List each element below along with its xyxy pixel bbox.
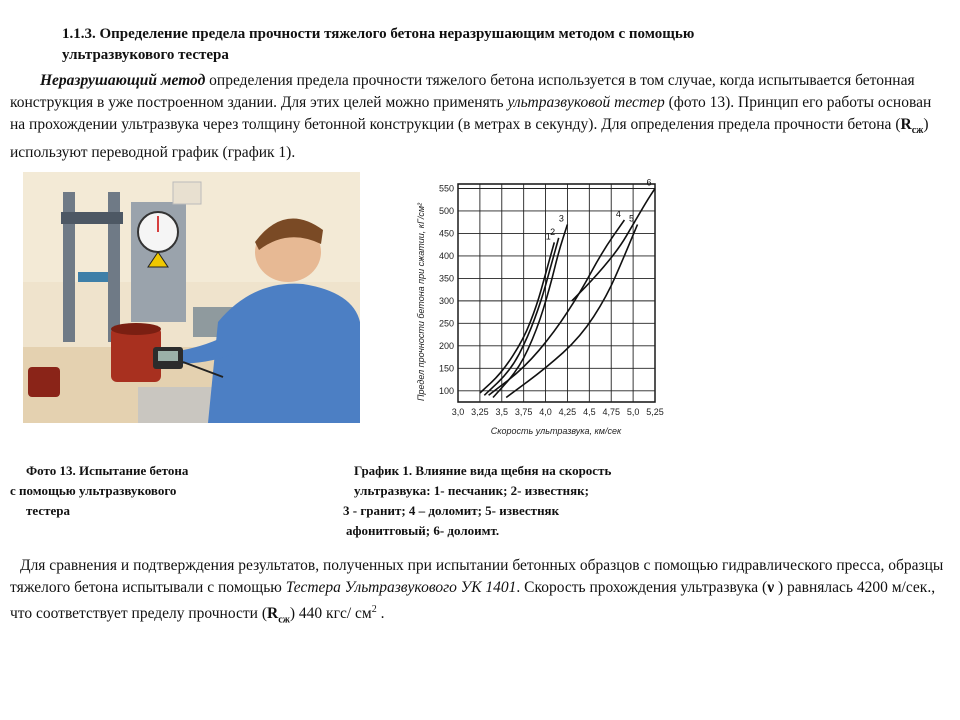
chart-y-tick-label: 200	[438, 340, 454, 351]
chart-series-label-4: 4	[615, 208, 621, 219]
chart-x-tick-label: 3,25	[471, 407, 489, 417]
chart-y-tick-label: 100	[438, 385, 454, 396]
chart-y-axis-label: Предел прочности бетона при сжатии, кГ/см²	[416, 202, 426, 402]
chart-series-label-2: 2	[550, 226, 556, 237]
outro-superscript: 2	[371, 604, 377, 615]
intro-text-1: определения предела прочности тяжелого бетона используется в том случае, когда испытывается бетонная конструкция в уже построенном здании. Для этих целей можно применять	[10, 72, 915, 111]
chart-x-tick-label: 4,75	[602, 407, 620, 417]
photo-illustration	[23, 172, 360, 423]
v-symbol: ν	[767, 579, 775, 596]
chart-y-tick-label: 250	[438, 318, 454, 329]
chart-y-tick-label: 550	[438, 183, 454, 194]
chart-y-tick-label: 150	[438, 363, 454, 374]
chart-series-label-5: 5	[628, 213, 634, 224]
chart-series-label-1: 1	[545, 231, 551, 242]
outro-paragraph	[10, 555, 955, 631]
outro-r-symbol: R	[266, 605, 279, 623]
chart-y-tick-label: 450	[438, 228, 454, 239]
chart-x-tick-label: 4,0	[539, 407, 552, 417]
r-symbol: R	[900, 116, 912, 133]
velocity-strength-chart	[410, 162, 670, 442]
chart-svg	[410, 162, 670, 442]
outro-r-subscript: сж	[278, 614, 290, 626]
photo-caption-line-2: с помощью ультразвукового	[10, 483, 177, 498]
chart-x-axis-label: Скорость ультразвука, км/сек	[490, 426, 622, 436]
heading-line-2: ультразвукового тестера	[62, 47, 229, 63]
intro-text-2: (фото 13). Принцип его работы основан на прохождении ультразвука через толщину бетонной конструкции (в метрах в секунду). Для определения предела прочности бетона (	[10, 94, 932, 133]
chart-y-tick-label: 400	[438, 250, 454, 261]
chart-x-tick-label: 4,25	[558, 407, 577, 417]
chart-y-tick-label: 350	[438, 273, 454, 284]
photo-ultrasound-test	[23, 172, 360, 423]
tester-name: Тестера Ультразвукового УК 1401	[285, 579, 517, 596]
photo-caption-line-3: тестера	[26, 503, 70, 518]
chart-series-label-3: 3	[558, 213, 564, 224]
outro-text-5: .	[376, 605, 385, 623]
photo-caption	[10, 461, 260, 521]
outro-text-4: ) 440 кгс/ см	[289, 605, 372, 623]
chart-x-tick-label: 4,5	[583, 407, 596, 417]
section-heading	[62, 24, 922, 66]
chart-x-tick-label: 5,0	[626, 407, 640, 417]
outro-text-1: Для сравнения и подтверждения результатов, полученных при испытании бетонных образцов с помощью гидравлического пресса, образцы тяжелого бетона испытывали с помощью	[10, 557, 944, 596]
r-subscript: сж	[911, 125, 924, 137]
chart-caption-line-2: ультразвука: 1- песчаник; 2- известняк;	[354, 483, 589, 498]
intro-text-3: ) используют переводной график (график 1).	[10, 116, 929, 162]
intro-paragraph	[10, 70, 950, 164]
outro-text-3: ) равнялась 4200 м/сек., что соответствует пределу прочности (	[10, 579, 936, 623]
chart-caption	[343, 461, 703, 541]
chart-series-label-6: 6	[646, 177, 652, 188]
chart-y-tick-label: 300	[438, 295, 454, 306]
chart-x-tick-label: 3,0	[451, 407, 465, 417]
outro-text-2: . Скорость прохождения ультразвука (	[516, 579, 768, 596]
chart-caption-line-1: График 1. Влияние вида щебня на скорость	[354, 463, 612, 478]
heading-line-1: 1.1.3. Определение предела прочности тяжелого бетона неразрушающим методом с помощью	[62, 26, 695, 42]
chart-caption-line-4: афонитговый; 6- долоимт.	[346, 523, 500, 538]
chart-y-tick-label: 500	[438, 205, 454, 216]
tester-term: ультразвуковой тестер	[507, 94, 665, 111]
chart-caption-line-3: 3 - гранит; 4 – доломит; 5- известняк	[343, 503, 560, 518]
method-term: Неразрушающий метод	[40, 72, 206, 89]
chart-x-tick-label: 5,25	[646, 407, 664, 417]
chart-x-tick-label: 3,75	[514, 407, 533, 417]
chart-x-tick-label: 3,5	[495, 407, 509, 417]
photo-caption-line-1: Фото 13. Испытание бетона	[26, 463, 189, 478]
